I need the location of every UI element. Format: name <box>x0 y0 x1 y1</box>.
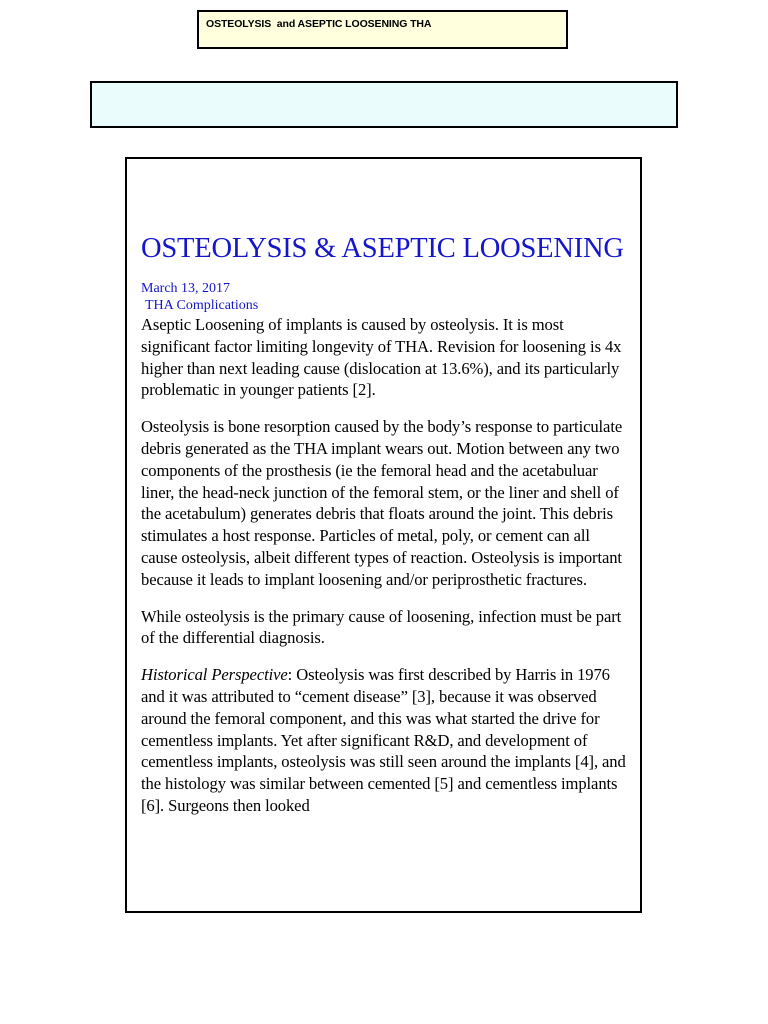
paragraph-differential-diagnosis: While osteolysis is the primary cause of loosening, infection must be part of the differential diagnosis. <box>141 606 622 648</box>
banner-box <box>90 81 678 128</box>
historical-perspective-text: : Osteolysis was first described by Harris in 1976 and it was attributed to “cement disease” [3], because it was observed around the femoral component, and this was what started the drive for cementless implants. Yet after significant R&D, and development of cementless implants, osteolysis was still seen around the implants [4], and the histology was similar between cemented [5] and cementless implants [6]. Surgeons then looked <box>141 665 626 815</box>
article <box>141 229 626 832</box>
historical-perspective-label: Historical Perspective <box>141 665 288 685</box>
document-header-box <box>197 10 568 49</box>
article-date: March 13, 2017 <box>141 281 231 296</box>
content-frame <box>125 157 642 913</box>
article-title: OSTEOLYSIS & ASEPTIC LOOSENING <box>141 233 624 264</box>
document-header-title: OSTEOLYSIS and ASEPTIC LOOSENING THA <box>206 18 432 30</box>
article-meta <box>141 280 626 314</box>
article-category: THA Complications <box>145 298 259 313</box>
paragraph-osteolysis-definition: Osteolysis is bone resorption caused by the body’s response to particulate debris generated as the THA implant wears out. Motion between any two components of the prosthesis (ie the femoral head and the acetabuluar liner, the head-neck junction of the femoral stem, or the liner and shell of the acetabulum) generates debris that floats around the joint. This debris stimulates a host response. Particles of metal, poly, or cement can all cause osteolysis, albeit different types of reaction. Osteolysis is important because it leads to implant loosening and/or periprosthetic fractures. <box>141 417 623 589</box>
paragraph-aseptic-loosening: Aseptic Loosening of implants is caused by osteolysis. It is most significant factor limiting longevity of THA. Revision for loosening is 4x higher than next leading cause (dislocation at 13.6%), and its particularly problematic in younger patients [2]. <box>141 315 622 400</box>
paragraph-historical-perspective <box>141 664 626 817</box>
